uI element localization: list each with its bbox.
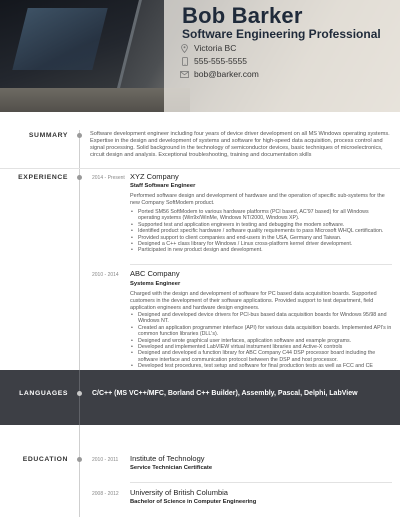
job-dates: 2014 - Present (92, 175, 125, 181)
languages-marker (77, 391, 82, 396)
timeline-line-lower (79, 425, 80, 517)
education-credential: Bachelor of Science in Computer Engineering (130, 499, 257, 505)
education-marker (77, 457, 82, 462)
languages-list: C/C++ (MS VC++/MFC, Borland C++ Builder), Assembly, Pascal, Delphi, LabView (92, 390, 358, 397)
email-icon (180, 70, 189, 79)
contact-location: Victoria BC (180, 43, 236, 53)
education-dates: 2008 - 2012 (92, 491, 119, 497)
list-item: • Developed test procedures, test setup and software for final production tests as well as FCC and CE (130, 363, 392, 376)
education-divider (130, 482, 392, 483)
location-pin-icon (180, 44, 189, 53)
job-dates: 2010 - 2014 (92, 272, 119, 278)
job-company: ABC Company (130, 269, 180, 278)
list-item: • Created an application programmer interface (API) for various data acquisition boards. Implemented API's in common function libraries (DLL's). (130, 325, 392, 338)
education-dates: 2010 - 2011 (92, 457, 119, 463)
job-company: XYZ Company (130, 172, 179, 181)
languages-heading: LANGUAGES (19, 390, 68, 397)
section-divider (0, 168, 400, 169)
list-item: • Developed and implemented LabVIEW virtual instrument libraries and Active-X controls (130, 344, 392, 350)
job-bullets (130, 209, 392, 254)
experience-marker (77, 175, 82, 180)
education-school: Institute of Technology (130, 454, 205, 463)
job-description: Performed software design and development of hardware and the operation of specific sub-systems for the new Company SoftModem product. (130, 193, 385, 206)
list-item: • Designed and wrote graphical user interfaces, application software and example programs. (130, 338, 392, 344)
candidate-name: Bob Barker (182, 3, 303, 28)
list-item: • Designed and developed a function library for ABC Company C44 DSP processor board including the software interface and communication protocol between the DSP and host processor. (130, 350, 392, 363)
list-item: • Supported test and application engineers in testing and debugging the modem software. (130, 222, 392, 228)
list-item: • Designed a C++ class library for Windows / Linux cross-platform kernel driver development. (130, 241, 392, 247)
list-item: • Provided support to client companies and end-users in the USA, Germany and Taiwan. (130, 235, 392, 241)
list-item: • Identified product specific hardware / software quality requirements to pass Microsoft WHQL certification. (130, 228, 392, 234)
timeline-line (79, 130, 80, 370)
summary-marker (77, 133, 82, 138)
list-item: • Participated in new product design and development. (130, 247, 392, 253)
list-item: • Designed and developed device drivers for PCI-bus based data acquisition boards for Windows 95/98 and Windows NT. (130, 312, 392, 325)
summary-text: Software development engineer including four years of device driver development on all MS Windows operating systems. Expertise in the design and development of systems and software for high-speed data acquisition, process control and signal processing. Solid background in the technology of semiconductor devices, basic techniques of microelectronics, circuit design and analysis. Exceptional troubleshooting, training and documentation skills (90, 131, 390, 158)
education-heading: EDUCATION (22, 456, 68, 463)
candidate-title: Software Engineering Professional (182, 27, 381, 41)
job-role: Systems Engineer (130, 281, 181, 287)
job-role: Staff Software Engineer (130, 183, 196, 189)
contact-email[interactable]: bob@barker.com (180, 69, 259, 79)
job-divider (130, 264, 392, 265)
education-school: University of British Columbia (130, 488, 228, 497)
experience-heading: EXPERIENCE (18, 174, 68, 181)
job-description: Charged with the design and development of software for PC based data acquisition boards. Supported customers in the development of their software applications. Provided support to test department, field application engineers and hardware design engineers. (130, 291, 377, 311)
list-item: • Ported SM56 SoftModem to various hardware platforms (PCI based, AC'97 based) for all Windows operating systems (Win9x/WinMe, Windows NT/2000, Windows XP). (130, 209, 392, 222)
phone-icon (180, 57, 189, 66)
languages-band (0, 370, 400, 425)
contact-phone: 555-555-5555 (180, 56, 247, 66)
summary-heading: SUMMARY (28, 132, 68, 139)
education-credential: Service Technician Certificate (130, 465, 213, 471)
